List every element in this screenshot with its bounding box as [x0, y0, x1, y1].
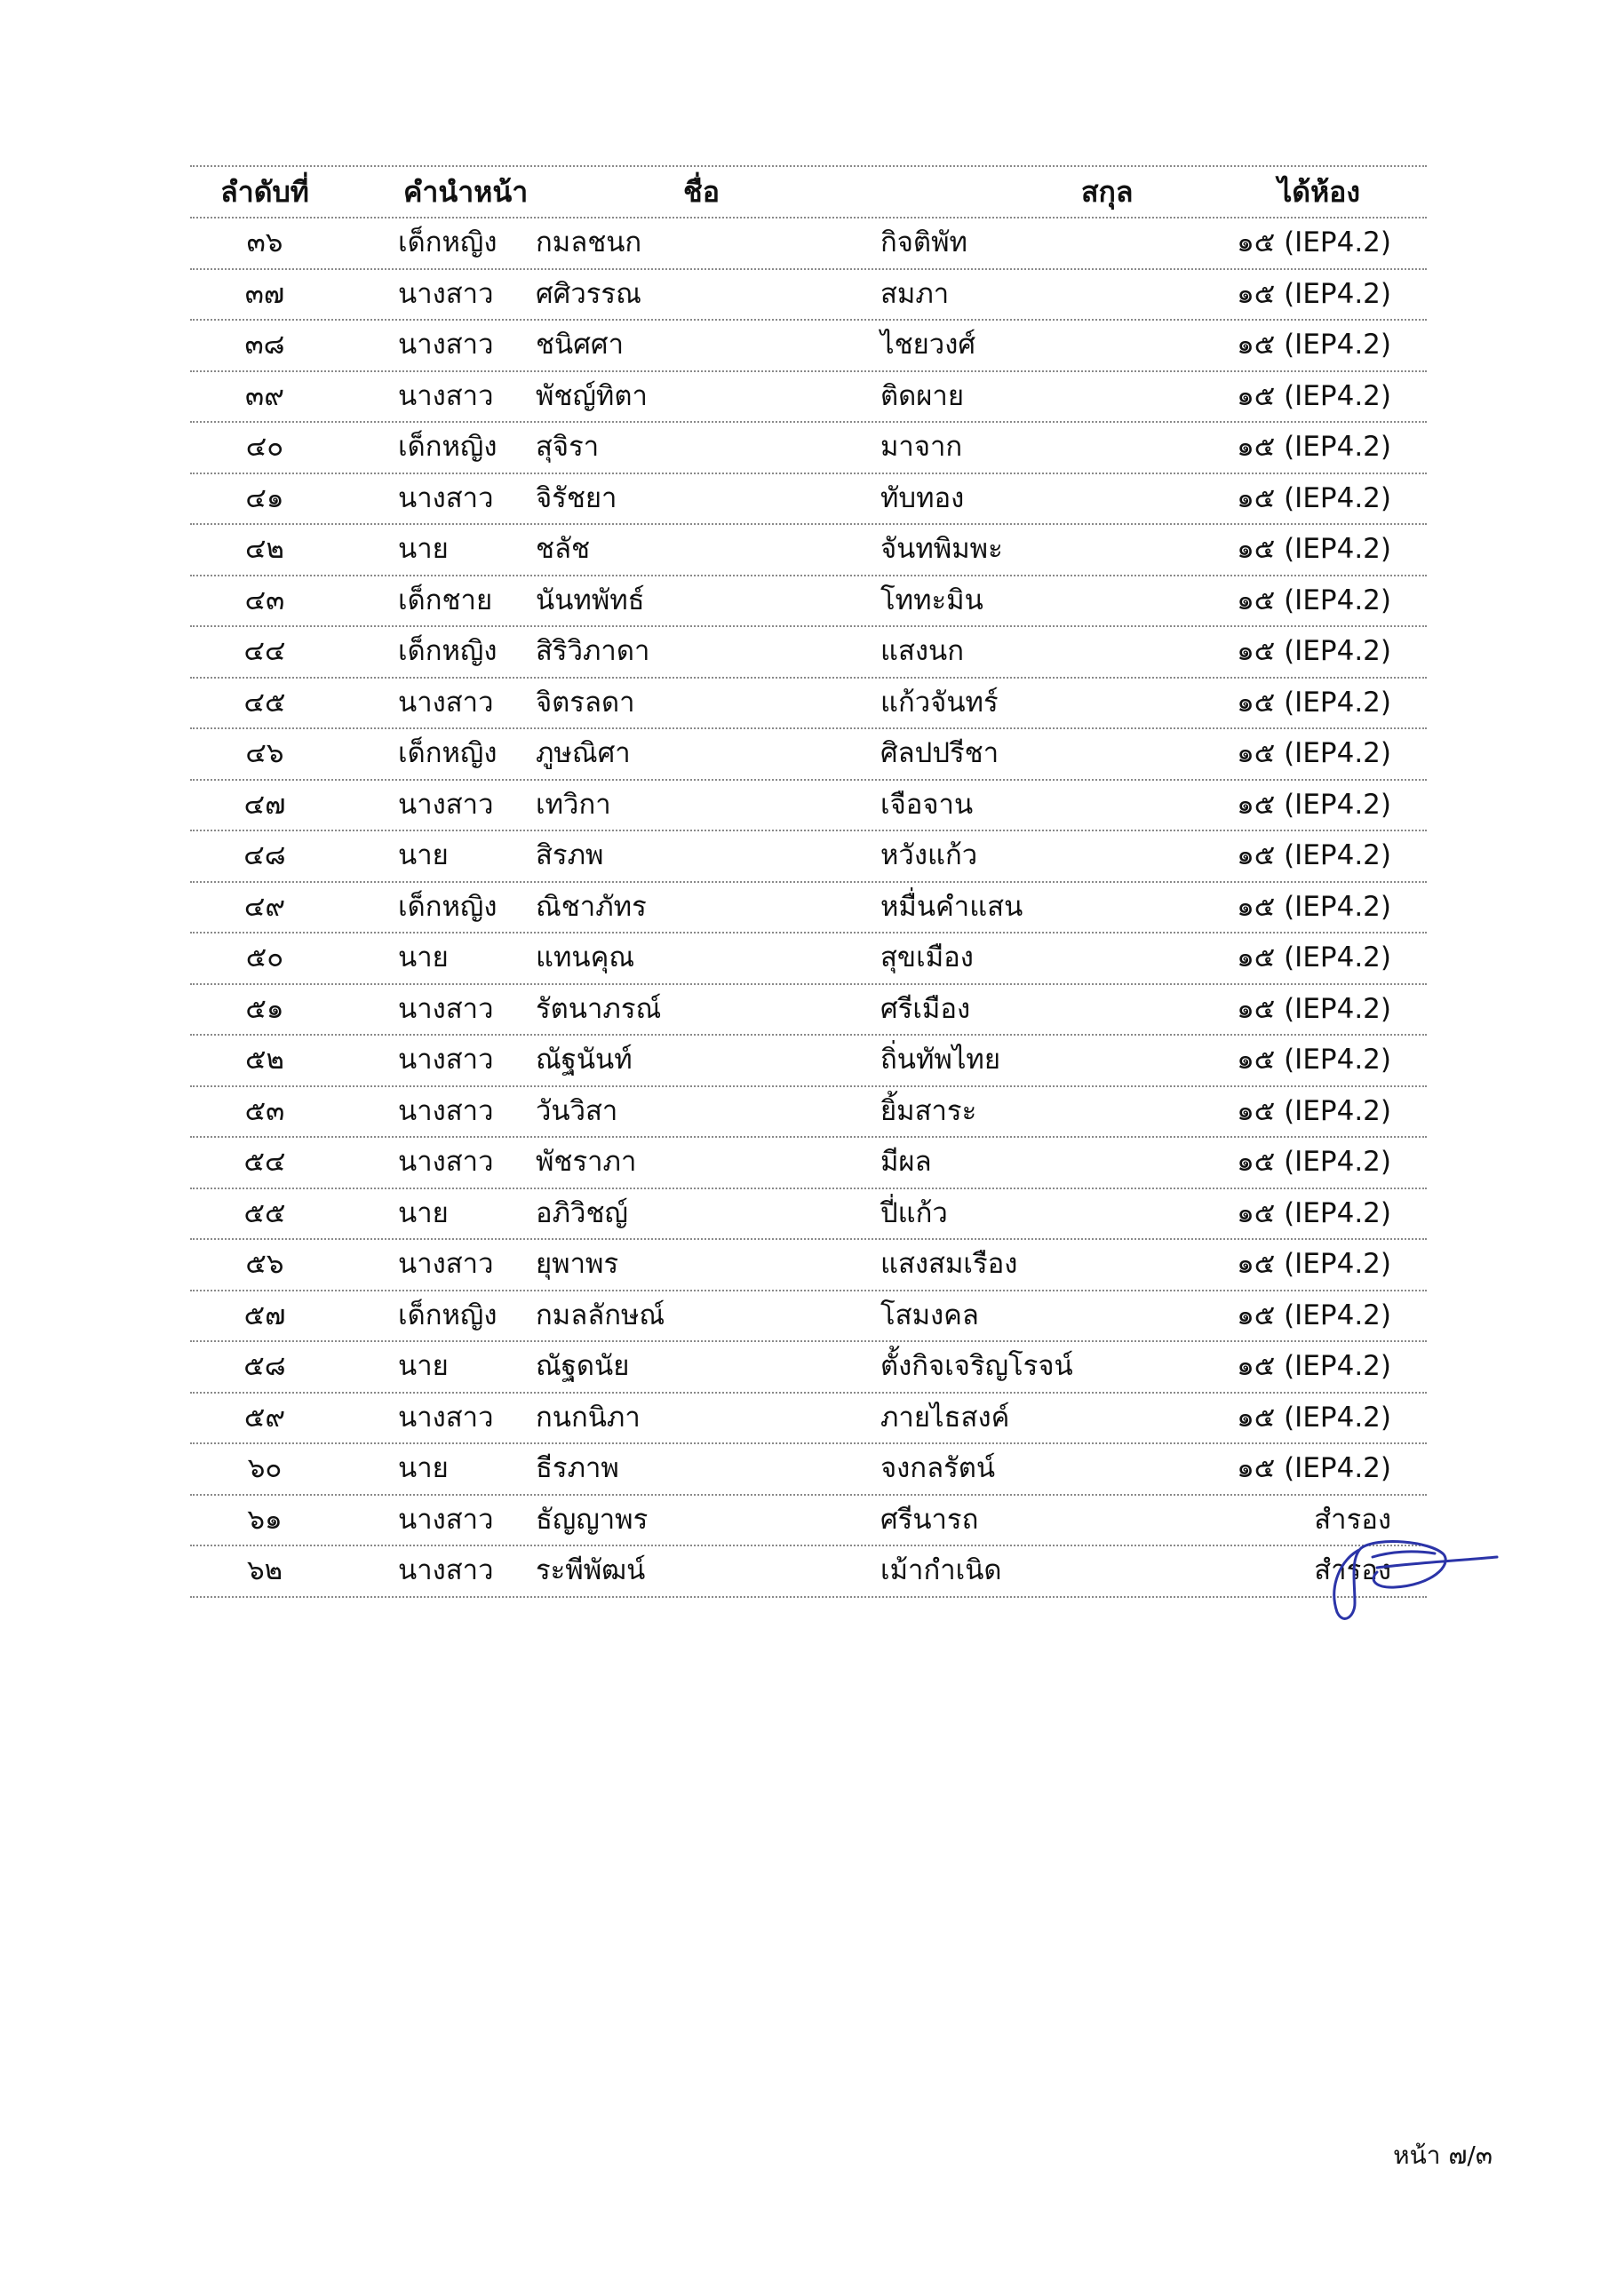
- table-row: [190, 985, 1427, 1037]
- table-row: [190, 1342, 1427, 1394]
- row-room: ๑๕ (IEP4.2): [1237, 1146, 1391, 1178]
- row-first-name: ชลัช: [536, 533, 591, 565]
- row-last-name: จงกลรัตน์: [880, 1452, 996, 1484]
- row-first-name: สิริวิภาดา: [536, 635, 650, 667]
- row-no: ๔๙: [243, 890, 286, 923]
- row-last-name: ศรีนารถ: [880, 1503, 979, 1536]
- row-last-name: สุขเมือง: [880, 941, 974, 973]
- row-no: ๕๐: [245, 941, 284, 973]
- row-room: ๑๕ (IEP4.2): [1237, 1401, 1391, 1434]
- row-no: ๕๘: [243, 1350, 286, 1382]
- table-row: [190, 218, 1427, 270]
- row-room: ๑๕ (IEP4.2): [1237, 1196, 1391, 1229]
- row-last-name: สมภา: [880, 277, 950, 310]
- table-row: [190, 679, 1427, 730]
- row-last-name: หวังแก้ว: [880, 839, 978, 871]
- table-row: [190, 627, 1427, 679]
- row-room: ๑๕ (IEP4.2): [1237, 737, 1391, 769]
- row-title: นางสาว: [398, 1044, 494, 1076]
- table-row: [190, 831, 1427, 883]
- table-row: [190, 883, 1427, 934]
- row-no: ๔๔: [243, 635, 286, 667]
- row-room: ๑๕ (IEP4.2): [1237, 329, 1391, 361]
- row-room: ๑๕ (IEP4.2): [1237, 481, 1391, 514]
- row-last-name: หมื่นคำแสน: [880, 890, 1023, 923]
- row-title: นาย: [398, 1350, 449, 1382]
- table-row: [190, 1444, 1427, 1496]
- row-title: นางสาว: [398, 1401, 494, 1434]
- table-row: [190, 933, 1427, 985]
- row-no: ๔๑: [245, 481, 284, 514]
- row-no: ๔๖: [245, 737, 284, 769]
- table-row: [190, 1394, 1427, 1445]
- row-first-name: แทนคุณ: [536, 941, 635, 973]
- table-row: [190, 1189, 1427, 1241]
- row-last-name: จันทพิมพะ: [880, 533, 1003, 565]
- table-row: [190, 781, 1427, 832]
- row-last-name: เจือจาน: [880, 788, 974, 821]
- row-title: นางสาว: [398, 686, 494, 719]
- row-room: ๑๕ (IEP4.2): [1237, 1350, 1391, 1382]
- row-title: นางสาว: [398, 277, 494, 310]
- row-no: ๓๗: [244, 277, 285, 310]
- row-room: ๑๕ (IEP4.2): [1237, 788, 1391, 821]
- table-row: [190, 525, 1427, 576]
- row-first-name: กมลลักษณ์: [536, 1299, 665, 1331]
- row-title: เด็กชาย: [398, 584, 493, 616]
- row-last-name: กิจติพัท: [880, 226, 967, 258]
- row-first-name: สุจิรา: [536, 431, 600, 463]
- row-first-name: ศศิวรรณ: [536, 277, 641, 310]
- row-room: ๑๕ (IEP4.2): [1237, 635, 1391, 667]
- row-title: นางสาว: [398, 788, 494, 821]
- row-title: นางสาว: [398, 1094, 494, 1127]
- row-first-name: ชนิศศา: [536, 329, 624, 361]
- row-first-name: พัชราภา: [536, 1146, 637, 1178]
- page-number: หน้า ๗/๓: [1393, 2141, 1493, 2170]
- row-room: ๑๕ (IEP4.2): [1237, 379, 1391, 412]
- row-no: ๔๐: [245, 431, 284, 463]
- row-room: ๑๕ (IEP4.2): [1237, 1248, 1391, 1280]
- row-title: นาย: [398, 533, 449, 565]
- header-room: ได้ห้อง: [1278, 175, 1360, 209]
- row-first-name: เทวิกา: [536, 788, 611, 821]
- row-room: ๑๕ (IEP4.2): [1237, 1094, 1391, 1127]
- row-room: สำรอง: [1314, 1554, 1391, 1586]
- row-room: ๑๕ (IEP4.2): [1237, 992, 1391, 1025]
- table-row: [190, 729, 1427, 781]
- row-last-name: แสงสมเรือง: [880, 1248, 1018, 1280]
- row-room: ๑๕ (IEP4.2): [1237, 1452, 1391, 1484]
- row-room: ๑๕ (IEP4.2): [1237, 890, 1391, 923]
- row-last-name: ปี่แก้ว: [880, 1196, 948, 1229]
- row-title: นางสาว: [398, 379, 494, 412]
- row-first-name: ยุพาพร: [536, 1248, 619, 1280]
- row-first-name: นันทพัทธ์: [536, 584, 645, 616]
- row-no: ๕๕: [243, 1196, 286, 1229]
- row-title: เด็กหญิง: [398, 431, 498, 463]
- row-title: นาย: [398, 1196, 449, 1229]
- row-title: เด็กหญิง: [398, 737, 498, 769]
- table-body: [190, 218, 1427, 1598]
- row-no: ๖๐: [247, 1452, 283, 1484]
- row-first-name: ณัฐนันท์: [536, 1044, 633, 1076]
- row-title: เด็กหญิง: [398, 635, 498, 667]
- row-title: นางสาว: [398, 1248, 494, 1280]
- row-no: ๔๕: [243, 686, 286, 719]
- table-row: [190, 423, 1427, 474]
- row-first-name: สิรภพ: [536, 839, 604, 871]
- row-title: นางสาว: [398, 329, 494, 361]
- row-last-name: มาจาก: [880, 431, 963, 463]
- row-room: ๑๕ (IEP4.2): [1237, 277, 1391, 310]
- row-first-name: ธัญญาพร: [536, 1503, 649, 1536]
- row-no: ๔๒: [245, 533, 284, 565]
- row-last-name: ยิ้มสาระ: [880, 1094, 977, 1127]
- row-title: นางสาว: [398, 481, 494, 514]
- row-first-name: ณิชาภัทร: [536, 890, 647, 923]
- row-no: ๕๙: [243, 1401, 286, 1434]
- row-no: ๔๓: [244, 584, 285, 616]
- row-first-name: รัตนาภรณ์: [536, 992, 662, 1025]
- row-first-name: ธีรภาพ: [536, 1452, 619, 1484]
- row-room: ๑๕ (IEP4.2): [1237, 1299, 1391, 1331]
- row-first-name: กมลชนก: [536, 226, 642, 258]
- row-no: ๔๗: [243, 788, 286, 821]
- table-row: [190, 1138, 1427, 1189]
- row-no: ๕๒: [245, 1044, 284, 1076]
- row-last-name: ถิ่นทัพไทย: [880, 1044, 1001, 1076]
- row-title: นาย: [398, 941, 449, 973]
- table-row: [190, 1087, 1427, 1139]
- header-title: คำนำหน้า: [403, 175, 529, 209]
- row-room: ๑๕ (IEP4.2): [1237, 1044, 1391, 1076]
- row-last-name: ภายไธสงค์: [880, 1401, 1010, 1434]
- row-last-name: ติดผาย: [880, 379, 964, 412]
- row-room: ๑๕ (IEP4.2): [1237, 431, 1391, 463]
- table-row: [190, 1036, 1427, 1087]
- row-no: ๓๖: [246, 226, 283, 258]
- row-no: ๕๑: [245, 992, 284, 1025]
- header-no: ลำดับที่: [220, 175, 309, 209]
- row-first-name: จิตรลดา: [536, 686, 635, 719]
- row-first-name: ณัฐดนัย: [536, 1350, 630, 1382]
- row-no: ๕๓: [244, 1094, 285, 1127]
- signature-icon: [1324, 1532, 1501, 1630]
- row-first-name: กนกนิภา: [536, 1401, 641, 1434]
- row-room: ๑๕ (IEP4.2): [1237, 686, 1391, 719]
- table-header-row: [190, 167, 1427, 218]
- table-row: [190, 1240, 1427, 1291]
- row-last-name: เม้ากำเนิด: [880, 1554, 1002, 1586]
- row-last-name: ไชยวงศ์: [880, 329, 976, 361]
- row-title: นาย: [398, 839, 449, 871]
- table-row: [190, 270, 1427, 322]
- row-no: ๕๖: [245, 1248, 284, 1280]
- row-room: ๑๕ (IEP4.2): [1237, 584, 1391, 616]
- row-no: ๖๑: [247, 1503, 283, 1536]
- row-last-name: ทับทอง: [880, 481, 965, 514]
- row-title: เด็กหญิง: [398, 226, 498, 258]
- row-last-name: ตั้งกิจเจริญโรจน์: [880, 1350, 1073, 1382]
- row-first-name: วันวิสา: [536, 1094, 618, 1127]
- table-row: [190, 1546, 1427, 1598]
- row-no: ๕๗: [243, 1299, 286, 1331]
- row-last-name: แก้วจันทร์: [880, 686, 999, 719]
- row-last-name: ศรีเมือง: [880, 992, 971, 1025]
- table-row: [190, 1291, 1427, 1343]
- row-first-name: ภูษณิศา: [536, 737, 631, 769]
- row-no: ๓๙: [245, 379, 284, 412]
- table-row: [190, 372, 1427, 424]
- row-room: สำรอง: [1314, 1503, 1391, 1536]
- row-last-name: มีผล: [880, 1146, 932, 1178]
- row-first-name: ระพีพัฒน์: [536, 1554, 646, 1586]
- table-row: [190, 474, 1427, 526]
- row-title: นางสาว: [398, 992, 494, 1025]
- row-title: เด็กหญิง: [398, 1299, 498, 1331]
- row-last-name: โสมงคล: [880, 1299, 979, 1331]
- header-first-name: ชื่อ: [683, 175, 720, 209]
- table-row: [190, 321, 1427, 372]
- row-title: นางสาว: [398, 1503, 494, 1536]
- row-last-name: โททะมิน: [880, 584, 983, 616]
- student-room-table: [190, 165, 1427, 1598]
- row-no: ๔๘: [243, 839, 286, 871]
- row-room: ๑๕ (IEP4.2): [1237, 226, 1391, 258]
- row-title: นางสาว: [398, 1554, 494, 1586]
- row-title: นางสาว: [398, 1146, 494, 1178]
- row-last-name: แสงนก: [880, 635, 964, 667]
- row-room: ๑๕ (IEP4.2): [1237, 941, 1391, 973]
- row-first-name: พัชญ์ทิตา: [536, 379, 648, 412]
- row-title: นาย: [398, 1452, 449, 1484]
- table-row: [190, 576, 1427, 628]
- row-last-name: ศิลปปรีชา: [880, 737, 999, 769]
- row-no: ๖๒: [246, 1554, 283, 1586]
- row-room: ๑๕ (IEP4.2): [1237, 533, 1391, 565]
- row-room: ๑๕ (IEP4.2): [1237, 839, 1391, 871]
- row-title: เด็กหญิง: [398, 890, 498, 923]
- row-first-name: จิรัชยา: [536, 481, 617, 514]
- row-first-name: อภิวิชญ์: [536, 1196, 628, 1229]
- row-no: ๓๘: [244, 329, 285, 361]
- row-no: ๕๔: [243, 1146, 286, 1178]
- header-last-name: สกุล: [1081, 175, 1134, 209]
- table-row: [190, 1496, 1427, 1547]
